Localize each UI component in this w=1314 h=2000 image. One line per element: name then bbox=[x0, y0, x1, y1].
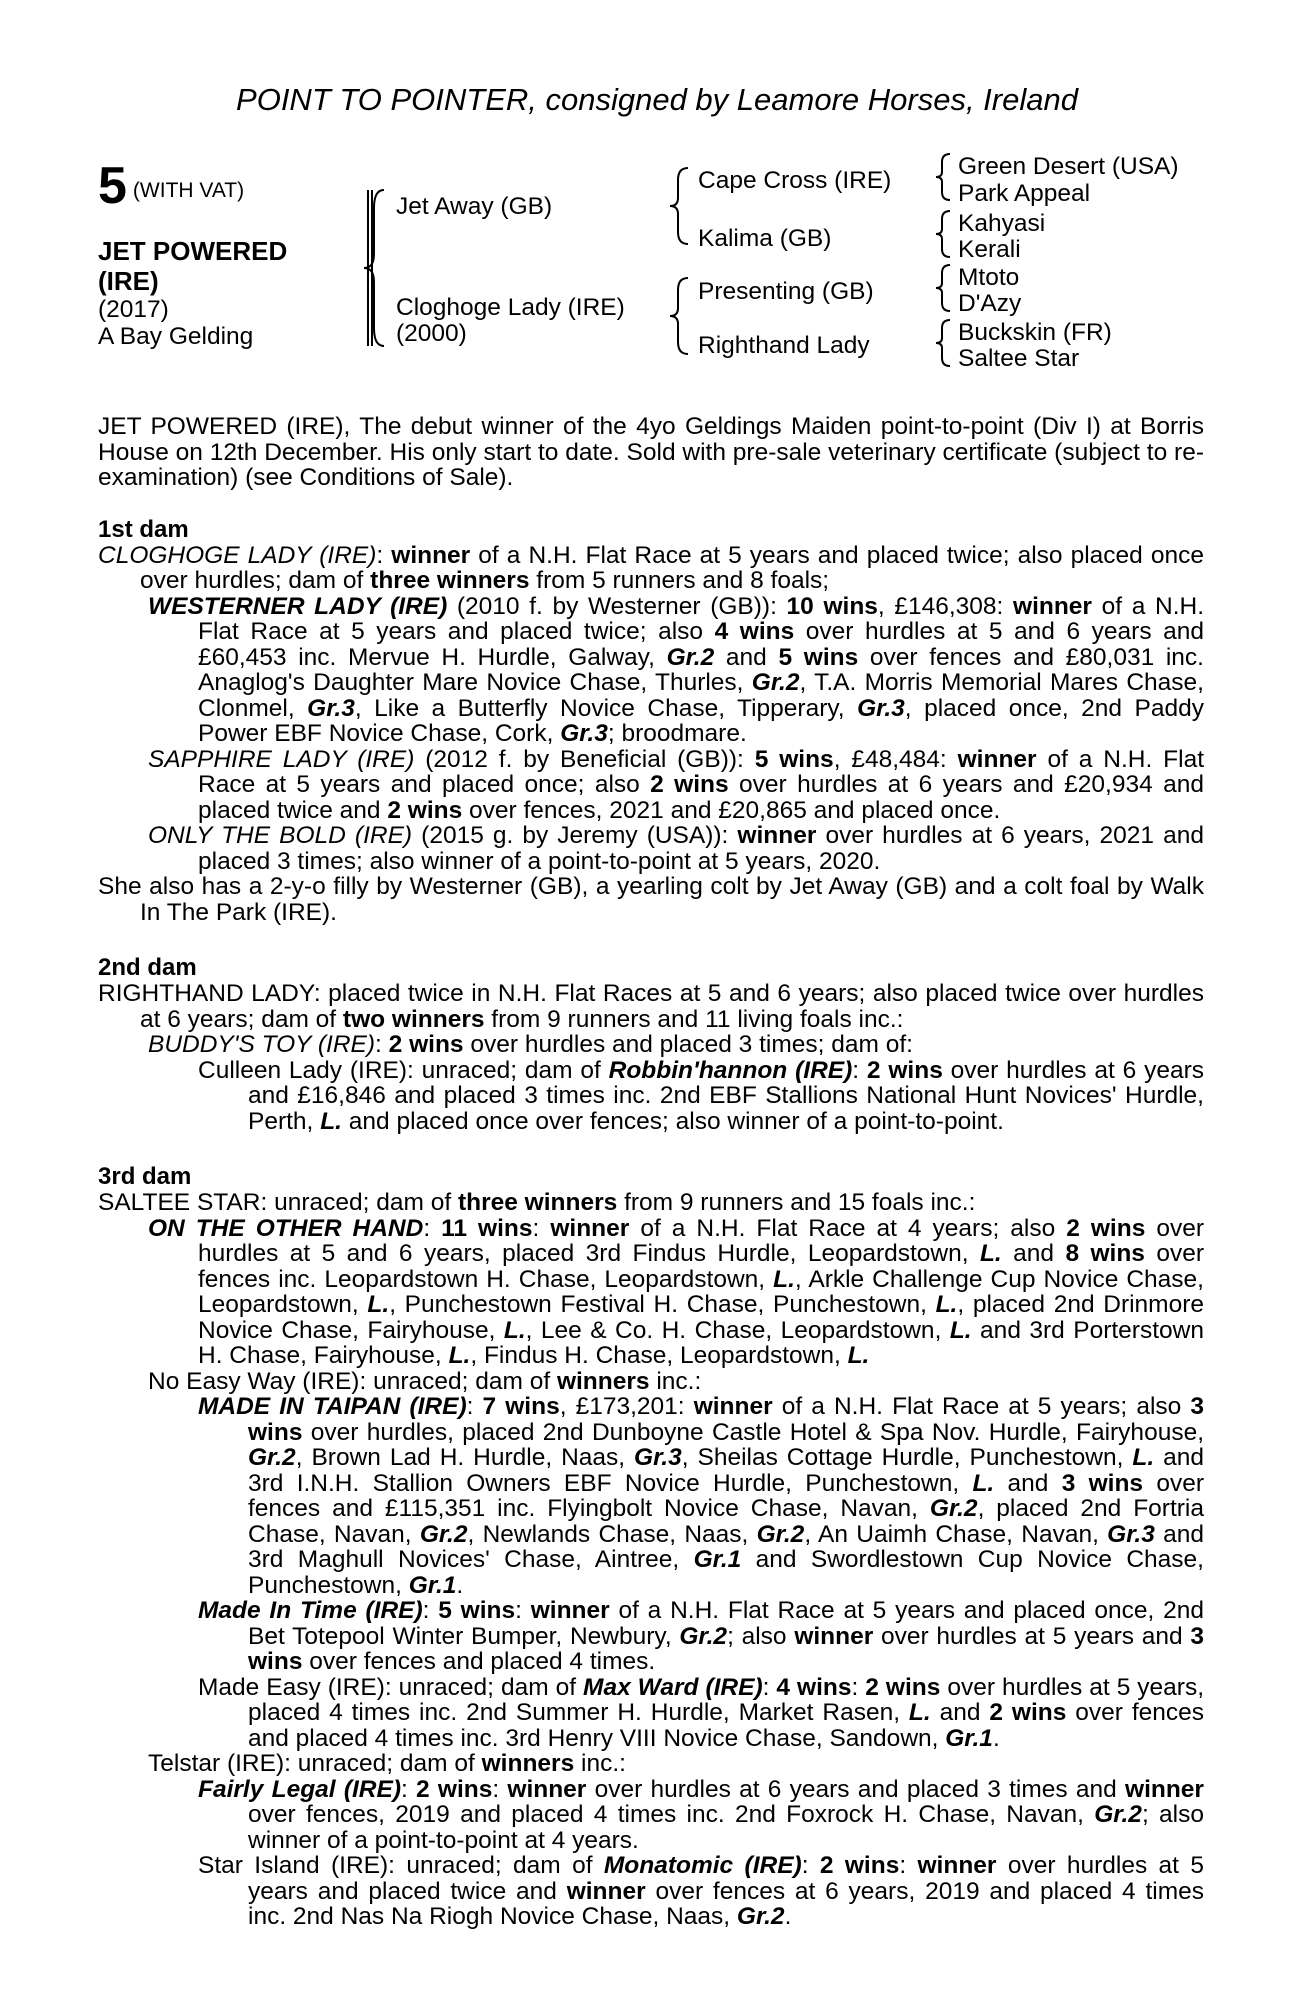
text-run: winner bbox=[1013, 592, 1092, 620]
text-run: ONLY THE BOLD (IRE) bbox=[148, 822, 413, 849]
text-run: 5 wins bbox=[754, 745, 834, 773]
text-run: (2010 f. by Westerner (GB)): bbox=[447, 592, 787, 620]
text-run: Gr.3 bbox=[857, 694, 905, 722]
text-run: of a N.H. Flat Race at 5 years; also bbox=[772, 1393, 1191, 1420]
text-run: : bbox=[492, 1775, 508, 1803]
text-run: L. bbox=[448, 1342, 471, 1369]
text-run: over hurdles at 6 years and placed 3 times and bbox=[586, 1775, 1126, 1803]
text-run: 8 wins bbox=[1065, 1240, 1145, 1267]
text-run: : bbox=[852, 1056, 867, 1084]
pedigree-g2: Park Appeal bbox=[958, 180, 1091, 207]
text-run: , An Uaimh Chase, Navan, bbox=[804, 1520, 1108, 1548]
text-run: over hurdles at 5 years and bbox=[873, 1622, 1191, 1650]
text-run: L. bbox=[847, 1342, 870, 1369]
pedigree-paragraph bbox=[98, 823, 1204, 874]
page-heading: POINT TO POINTER, consigned by Leamore Horses, Ireland bbox=[236, 82, 1078, 117]
text-run: 4 wins bbox=[714, 618, 795, 645]
text-run: 2 wins bbox=[819, 1852, 900, 1879]
horse-description: A Bay Gelding bbox=[98, 323, 254, 350]
text-run: : bbox=[466, 1393, 483, 1420]
pedigree-paragraph bbox=[98, 1853, 1204, 1930]
text-run: 5 wins bbox=[778, 643, 859, 671]
text-run: from 9 runners and 15 foals inc.: bbox=[617, 1189, 976, 1216]
text-run: winner bbox=[391, 541, 471, 569]
section-title: 2nd dam bbox=[98, 954, 197, 981]
text-run: over fences inc. Leopardstown H. Chase, Leopardstown, bbox=[198, 1240, 1205, 1293]
text-run: : bbox=[532, 1214, 551, 1242]
text-run: from 9 runners and 11 living foals inc.: bbox=[484, 1005, 904, 1033]
text-run: , £146,308: bbox=[877, 592, 1014, 620]
text-run: winners bbox=[481, 1750, 575, 1777]
text-run: Star Island (IRE): unraced; dam of bbox=[198, 1852, 604, 1879]
text-run: over hurdles at 5 years and placed twice and bbox=[248, 1852, 1204, 1905]
text-run: winner bbox=[917, 1852, 997, 1879]
lot-info bbox=[98, 158, 338, 350]
text-run: Gr.2 bbox=[248, 1444, 296, 1471]
text-run: 10 wins bbox=[786, 592, 878, 620]
text-run: three winners bbox=[370, 567, 530, 594]
pedigree-paragraph bbox=[98, 1058, 1204, 1135]
text-run: over hurdles at 6 years and £16,846 and placed 3 times inc. 2nd EBF Stallions National Hunt Novices' Hurdle, Perth, bbox=[248, 1056, 1204, 1135]
pedigree-paragraph bbox=[98, 1598, 1204, 1675]
text-run: L. bbox=[935, 1291, 958, 1318]
text-run: , Newlands Chase, Naas, bbox=[467, 1520, 757, 1548]
text-run: , placed 2nd Fortria Chase, Navan, bbox=[248, 1495, 1204, 1548]
text-run: , £173,201: bbox=[559, 1393, 694, 1420]
text-run: of a N.H. Flat Race at 5 years and placed twice; also placed once over hurdles; dam of bbox=[140, 541, 1204, 594]
text-run: and Swordlestown Cup Novice Chase, Punchestown, bbox=[248, 1546, 1204, 1599]
text-run: winner bbox=[566, 1877, 646, 1905]
text-run: L. bbox=[1132, 1444, 1155, 1471]
text-run: : bbox=[899, 1852, 918, 1879]
text-run: RIGHTHAND LADY: placed twice in N.H. Flat Races at 5 and 6 years; also placed twice over hurdles at 6 years; dam of bbox=[98, 980, 1204, 1033]
text-run: over hurdles at 5 and 6 years, placed 3rd Findus Hurdle, Leopardstown, bbox=[198, 1214, 1204, 1267]
pedigree-dam: Cloghoge Lady (IRE) bbox=[396, 294, 625, 321]
pedigree-g4: Kerali bbox=[958, 236, 1021, 263]
text-run: L. bbox=[949, 1316, 972, 1344]
text-run: Gr.2 bbox=[679, 1622, 728, 1650]
pedigree-brace-sire bbox=[668, 166, 692, 246]
text-run: Gr.2 bbox=[756, 1520, 805, 1548]
text-run: , T.A. Morris Memorial Mares Chase, Clonmel, bbox=[198, 669, 1204, 722]
text-run: winners bbox=[556, 1367, 650, 1395]
lot-number: 5 bbox=[98, 157, 127, 215]
pedigree-g8: Saltee Star bbox=[958, 345, 1080, 372]
text-run: : bbox=[423, 1214, 442, 1242]
text-run: of a N.H. Flat Race at 5 years and placed once; also bbox=[198, 745, 1205, 798]
text-run: of a N.H. Flat Race at 4 years; also bbox=[629, 1214, 1067, 1242]
pedigree-paragraph bbox=[98, 1032, 1204, 1058]
pedigree-paragraph bbox=[98, 1394, 1204, 1598]
text-run: Gr.2 bbox=[736, 1903, 785, 1930]
text-run: Gr.3 bbox=[307, 694, 355, 722]
pedigree-paragraph bbox=[98, 594, 1204, 747]
text-run: : bbox=[375, 1031, 389, 1058]
pedigree-sire: Jet Away (GB) bbox=[396, 193, 553, 220]
text-run: 2 wins bbox=[866, 1056, 943, 1084]
pedigree-sire-dam: Kalima (GB) bbox=[698, 225, 832, 252]
text-run: inc.: bbox=[649, 1367, 702, 1395]
horse-name bbox=[98, 236, 338, 296]
text-run: Gr.2 bbox=[666, 643, 715, 671]
pedigree-brace-g34 bbox=[934, 209, 954, 259]
text-run: and 3rd Porterstown H. Chase, Fairyhouse, bbox=[198, 1316, 1204, 1369]
text-run: 2 wins bbox=[387, 796, 463, 824]
text-run: over fences, 2021 and £20,865 and placed once. bbox=[462, 796, 1001, 824]
text-run: over fences and placed 4 times. bbox=[302, 1648, 656, 1675]
text-run: over hurdles at 5 years, placed 4 times inc. 2nd Summer H. Hurdle, Market Rasen, bbox=[248, 1673, 1205, 1726]
pedigree-paragraph bbox=[98, 747, 1204, 824]
text-run: ; also winner of a point-to-point at 4 years. bbox=[248, 1801, 1204, 1854]
text-run: Gr.2 bbox=[929, 1495, 978, 1522]
text-run: No Easy Way (IRE): unraced; dam of bbox=[148, 1367, 557, 1395]
text-run: L. bbox=[908, 1699, 931, 1726]
pedigree-paragraph bbox=[98, 981, 1204, 1032]
text-run: , placed 2nd Drinmore Novice Chase, Fairyhouse, bbox=[198, 1291, 1205, 1344]
pedigree-paragraph bbox=[98, 1190, 1204, 1216]
text-run: three winners bbox=[457, 1189, 618, 1216]
pedigree-paragraph bbox=[98, 874, 1204, 925]
text-run: 2 wins bbox=[650, 771, 729, 798]
text-run: SALTEE STAR: unraced; dam of bbox=[98, 1189, 458, 1216]
pedigree-brace-dam bbox=[668, 276, 692, 356]
text-run: ; also bbox=[727, 1622, 795, 1650]
text-run: L. bbox=[773, 1265, 795, 1293]
text-run: and bbox=[930, 1699, 990, 1726]
text-run: CLOGHOGE LADY (IRE) bbox=[98, 541, 377, 569]
text-run: : bbox=[801, 1852, 820, 1879]
text-run: over fences and £80,031 inc. Anaglog's Daughter Mare Novice Chase, Thurles, bbox=[198, 643, 1204, 696]
text-run: winner bbox=[507, 1775, 587, 1803]
text-run: : bbox=[400, 1775, 417, 1803]
text-run: L. bbox=[367, 1291, 390, 1318]
text-run: , Like a Butterfly Novice Chase, Tipperary, bbox=[354, 694, 858, 722]
text-run: MADE IN TAIPAN (IRE) bbox=[198, 1393, 467, 1420]
text-run: and bbox=[1001, 1240, 1066, 1267]
text-run: , Arkle Challenge Cup Novice Chase, Leopardstown, bbox=[198, 1265, 1204, 1318]
text-run: winner bbox=[530, 1597, 610, 1624]
text-run: over fences at 6 years, 2019 and placed 4 times inc. 2nd Nas Na Riogh Novice Chase, Naas, bbox=[248, 1877, 1204, 1930]
text-run: and placed once over fences; also winner of a point-to-point. bbox=[341, 1107, 1004, 1135]
pedigree-dam-dam: Righthand Lady bbox=[698, 332, 870, 359]
text-run: : bbox=[851, 1673, 866, 1701]
horse-year: (2017) bbox=[98, 296, 169, 323]
pedigree-paragraph bbox=[98, 1216, 1204, 1369]
text-run: 2 wins bbox=[416, 1775, 493, 1803]
text-run: 3 wins bbox=[1061, 1469, 1144, 1497]
text-run: Gr.2 bbox=[1094, 1801, 1142, 1828]
text-run: , Brown Lad H. Hurdle, Naas, bbox=[295, 1444, 635, 1471]
text-run: over hurdles at 6 years and £20,934 and placed twice and bbox=[198, 771, 1204, 824]
text-run: Gr.1 bbox=[693, 1546, 742, 1573]
pedigree-paragraph bbox=[98, 543, 1204, 594]
pedigree-paragraph bbox=[98, 1369, 1204, 1395]
text-run: Gr.2 bbox=[751, 669, 800, 696]
text-run: (2012 f. by Beneficial (GB)): bbox=[414, 745, 755, 773]
text-run: and bbox=[994, 1469, 1062, 1497]
text-run: winner bbox=[957, 745, 1037, 773]
text-run: L. bbox=[503, 1316, 526, 1344]
pedigree-brace-g12 bbox=[934, 152, 954, 202]
text-run: of a N.H. Flat Race at 5 years and placed twice; also bbox=[198, 592, 1204, 645]
text-run: winner bbox=[1125, 1775, 1204, 1803]
dam-sections bbox=[98, 517, 1204, 1930]
text-run: . bbox=[784, 1903, 792, 1930]
text-run: Gr.3 bbox=[560, 720, 608, 747]
pedigree-paragraph bbox=[98, 1675, 1204, 1752]
text-run: ON THE OTHER HAND bbox=[148, 1214, 424, 1242]
text-run: L. bbox=[320, 1107, 342, 1135]
text-run: of a N.H. Flat Race at 5 years and placed once, 2nd Bet Totepool Winter Bumper, Newbury, bbox=[248, 1597, 1204, 1650]
pedigree-brace-g56 bbox=[934, 263, 954, 313]
text-run: : bbox=[376, 541, 392, 569]
text-run: . bbox=[992, 1724, 1000, 1752]
catalogue-text bbox=[98, 414, 1204, 1930]
text-run: 5 wins bbox=[438, 1597, 516, 1624]
text-run: ; broodmare. bbox=[607, 720, 747, 747]
text-run: from 5 runners and 8 foals; bbox=[529, 567, 830, 594]
text-run: , Findus H. Chase, Leopardstown, bbox=[470, 1342, 848, 1369]
text-run: winner bbox=[794, 1622, 874, 1650]
text-run: 3 wins bbox=[248, 1622, 1204, 1675]
pedigree-big-brace bbox=[362, 188, 390, 348]
text-run: BUDDY'S TOY (IRE) bbox=[148, 1031, 376, 1058]
text-run: L. bbox=[979, 1240, 1002, 1267]
vat-note: (WITH VAT) bbox=[132, 179, 245, 202]
text-run: Made In Time (IRE) bbox=[198, 1597, 423, 1624]
pedigree-g5: Mtoto bbox=[958, 264, 1020, 291]
text-run: and bbox=[714, 643, 779, 671]
text-run: L. bbox=[972, 1469, 995, 1497]
text-run: and 3rd Maghull Novices' Chase, Aintree, bbox=[248, 1520, 1205, 1573]
text-run: 2 wins bbox=[388, 1031, 464, 1058]
text-run: , placed once, 2nd Paddy Power EBF Novice Chase, Cork, bbox=[198, 694, 1204, 747]
text-run: over hurdles at 5 and 6 years and £60,453 inc. Mervue H. Hurdle, Galway, bbox=[198, 618, 1204, 671]
text-run: Gr.3 bbox=[1107, 1520, 1155, 1548]
text-run: 2 wins bbox=[989, 1699, 1067, 1726]
intro-paragraph: JET POWERED (IRE), The debut winner of the 4yo Geldings Maiden point-to-point (Div I) at Borris House on 12th December. His only start to date. Sold with pre-sale veterinary certificate (subject to re-examination) (see Conditions of Sale). bbox=[98, 413, 1204, 491]
text-run: Telstar (IRE): unraced; dam of bbox=[148, 1750, 482, 1777]
text-run: winner bbox=[737, 822, 817, 849]
text-run: , Punchestown Festival H. Chase, Punchestown, bbox=[389, 1291, 936, 1318]
text-run: Culleen Lady (IRE): unraced; dam of bbox=[198, 1056, 609, 1084]
text-run: , £48,484: bbox=[833, 745, 958, 773]
text-run: 2 wins bbox=[1066, 1214, 1146, 1242]
text-run: Made Easy (IRE): unraced; dam of bbox=[198, 1673, 584, 1701]
text-run: 2 wins bbox=[865, 1673, 941, 1701]
text-run: Gr.3 bbox=[634, 1444, 682, 1471]
text-run: 11 wins bbox=[441, 1214, 533, 1242]
text-run: and 3rd I.N.H. Stallion Owners EBF Novice Hurdle, Punchestown, bbox=[248, 1444, 1205, 1497]
horse-name-line1: JET POWERED bbox=[98, 236, 288, 266]
text-run: Gr.2 bbox=[419, 1520, 468, 1548]
text-run: over fences, 2019 and placed 4 times inc. 2nd Foxrock H. Chase, Navan, bbox=[248, 1801, 1095, 1828]
text-run: Gr.1 bbox=[945, 1724, 993, 1752]
text-run: over hurdles at 6 years, 2021 and placed 3 times; also winner of a point-to-point at 5 years, 2020. bbox=[198, 822, 1204, 875]
text-run: Robbin'hannon (IRE) bbox=[608, 1056, 853, 1084]
horse-name-line2: (IRE) bbox=[98, 266, 159, 296]
section-title: 3rd dam bbox=[98, 1163, 192, 1190]
text-run: (2015 g. by Jeremy (USA)): bbox=[412, 822, 738, 849]
text-run: winner bbox=[550, 1214, 630, 1242]
pedigree-brace-g78 bbox=[934, 318, 954, 368]
text-run: , Lee & Co. H. Chase, Leopardstown, bbox=[525, 1316, 950, 1344]
pedigree-sire-sire: Cape Cross (IRE) bbox=[698, 167, 892, 194]
pedigree-g6: D'Azy bbox=[958, 290, 1022, 317]
text-run: Monatomic (IRE) bbox=[603, 1852, 802, 1879]
text-run: . bbox=[456, 1571, 464, 1599]
text-run: SAPPHIRE LADY (IRE) bbox=[148, 745, 415, 773]
text-run: Fairly Legal (IRE) bbox=[198, 1775, 401, 1803]
pedigree-g3: Kahyasi bbox=[958, 210, 1046, 237]
pedigree-paragraph bbox=[98, 1751, 1204, 1777]
text-run: over hurdles and placed 3 times; dam of: bbox=[463, 1031, 913, 1058]
text-run: over fences and £115,351 inc. Flyingbolt Novice Chase, Navan, bbox=[248, 1469, 1205, 1522]
text-run: She also has a 2-y-o filly by Westerner (GB), a yearling colt by Jet Away (GB) and a colt foal by Walk In The Park (IRE). bbox=[98, 873, 1204, 926]
text-run: : bbox=[762, 1673, 777, 1701]
text-run: WESTERNER LADY (IRE) bbox=[148, 592, 448, 620]
pedigree-dam-sire: Presenting (GB) bbox=[698, 278, 874, 305]
text-run: : bbox=[422, 1597, 439, 1624]
pedigree-g1: Green Desert (USA) bbox=[958, 153, 1179, 180]
text-run: 4 wins bbox=[776, 1673, 852, 1701]
section-title: 1st dam bbox=[98, 515, 189, 543]
text-run: : bbox=[515, 1597, 531, 1624]
text-run: over hurdles, placed 2nd Dunboyne Castle Hotel & Spa Nov. Hurdle, Fairyhouse, bbox=[302, 1418, 1204, 1446]
pedigree-dam-year: (2000) bbox=[396, 320, 467, 347]
text-run: inc.: bbox=[574, 1750, 626, 1777]
pedigree-g7: Buckskin (FR) bbox=[958, 319, 1112, 346]
text-run: 7 wins bbox=[482, 1393, 560, 1420]
text-run: winner bbox=[693, 1393, 773, 1420]
lot-number-line bbox=[98, 158, 338, 214]
pedigree-paragraph bbox=[98, 1777, 1204, 1854]
text-run: , Sheilas Cottage Hurdle, Punchestown, bbox=[681, 1444, 1133, 1471]
text-run: over fences and placed 4 times inc. 3rd Henry VIII Novice Chase, Sandown, bbox=[248, 1699, 1205, 1752]
text-run: 3 wins bbox=[248, 1393, 1204, 1446]
text-run: Gr.1 bbox=[408, 1571, 457, 1599]
text-run: two winners bbox=[342, 1005, 485, 1033]
text-run: Max Ward (IRE) bbox=[583, 1673, 763, 1701]
